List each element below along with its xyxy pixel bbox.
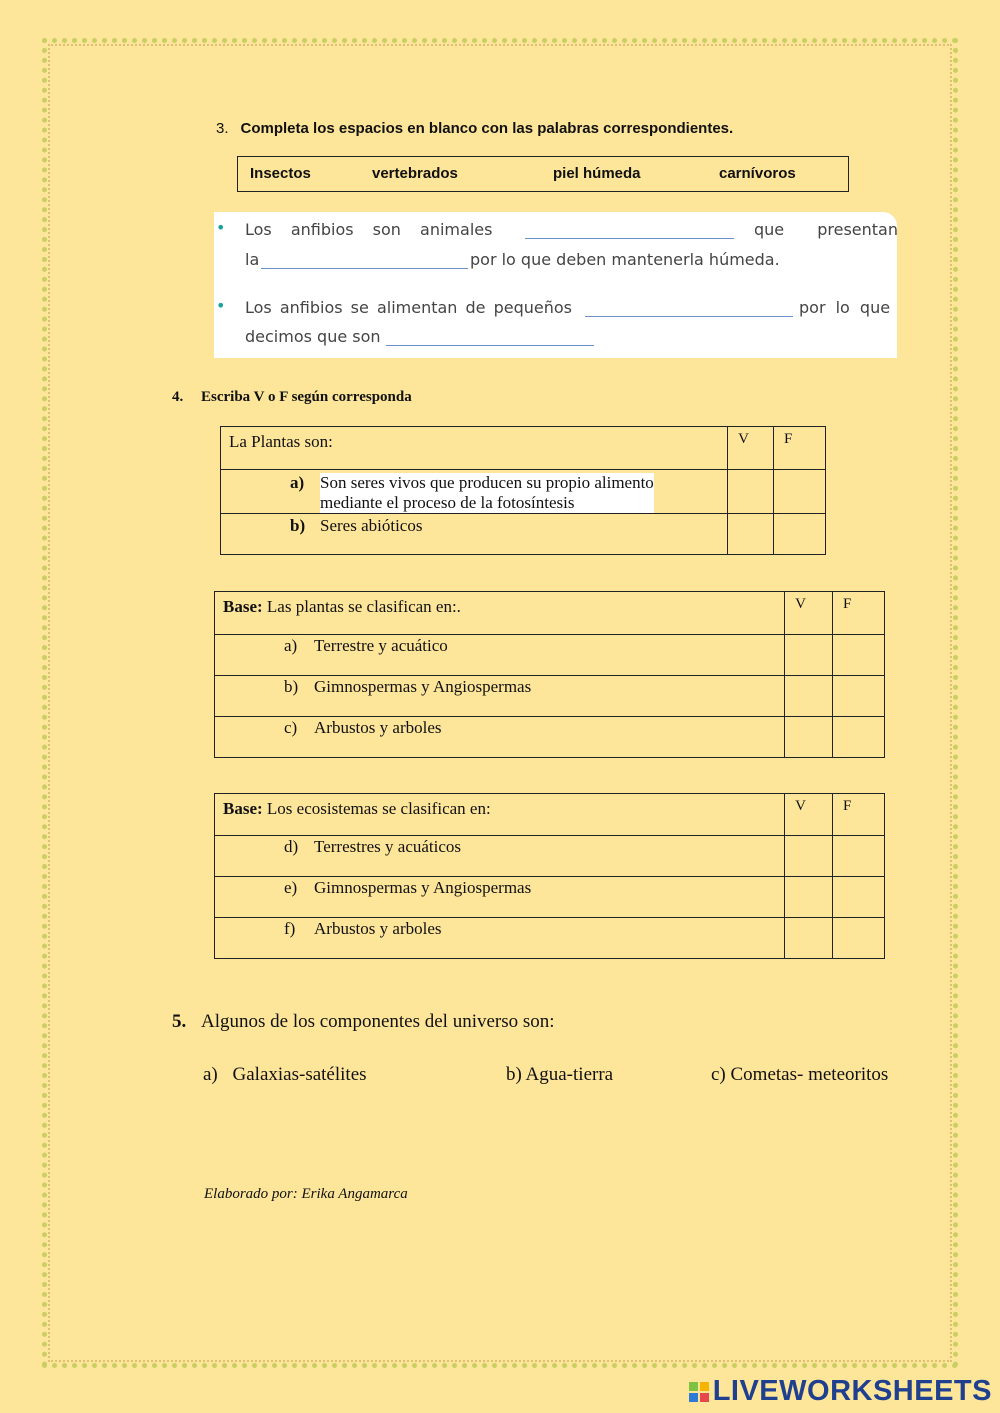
vf-table-plant-classification — [214, 591, 885, 758]
statement-b: Seres abióticos — [320, 516, 423, 535]
sentence-1-part-b: que presentan — [754, 220, 898, 239]
answer-v-cell[interactable] — [785, 836, 833, 877]
word-bank-item: vertebrados — [372, 165, 458, 182]
vf-table-ecosystems — [214, 793, 885, 959]
table-row: f) Arbustos y arboles — [215, 918, 785, 959]
ex5-title: Algunos de los componentes del universo son: — [201, 1011, 555, 1032]
table-row: e) Gimnospermas y Angiospermas — [215, 877, 785, 918]
blank-4[interactable] — [386, 345, 594, 346]
f-column-header: F — [833, 794, 885, 836]
f-column-header: F — [774, 427, 826, 470]
answer-v-cell[interactable] — [785, 918, 833, 959]
answer-f-cell[interactable] — [833, 836, 885, 877]
table-row: b) Seres abióticos — [221, 514, 728, 555]
answer-f-cell[interactable] — [833, 918, 885, 959]
answer-v-cell[interactable] — [785, 635, 833, 676]
sentence-1-part-c: la — [245, 250, 260, 269]
sentence-2-part-c: decimos que son — [245, 327, 381, 346]
ex3-heading — [216, 120, 733, 137]
table-row: c) Arbustos y arboles — [215, 717, 785, 758]
table-row: a) Terrestre y acuático — [215, 635, 785, 676]
table-header: Base: Las plantas se clasifican en:. — [215, 592, 785, 635]
answer-v-cell[interactable] — [728, 470, 774, 514]
table-header: La Plantas son: — [221, 427, 728, 470]
answer-f-cell[interactable] — [833, 676, 885, 717]
table-row: d) Terrestres y acuáticos — [215, 836, 785, 877]
statement-a: Son seres vivos que producen su propio alimento mediante el proceso de la fotosíntesis — [320, 473, 654, 512]
sentence-2-part-a: Los anfibios se alimentan de pequeños — [245, 298, 573, 317]
table-row: a) Son seres vivos que producen su propio alimento mediante el proceso de la fotosíntesis — [221, 470, 728, 514]
sentence-1-part-a: Los anfibios son animales — [245, 220, 493, 239]
answer-f-cell[interactable] — [833, 877, 885, 918]
answer-f-cell[interactable] — [833, 635, 885, 676]
answer-f-cell[interactable] — [774, 470, 826, 514]
option-c[interactable]: c) Cometas- meteoritos — [711, 1064, 889, 1085]
answer-v-cell[interactable] — [785, 877, 833, 918]
word-bank-item: carnívoros — [719, 165, 796, 182]
ex4-number: 4. — [172, 389, 184, 405]
answer-v-cell[interactable] — [728, 514, 774, 555]
answer-v-cell[interactable] — [785, 676, 833, 717]
author-credit: Elaborado por: Erika Angamarca — [204, 1186, 408, 1202]
table-row: b) Gimnospermas y Angiospermas — [215, 676, 785, 717]
ex5-heading — [172, 1011, 555, 1033]
blank-3[interactable] — [585, 316, 793, 317]
v-column-header: V — [785, 794, 833, 836]
sentence-1-part-d: por lo que deben mantenerla húmeda. — [470, 250, 780, 269]
option-a[interactable]: a) Galaxias-satélites — [203, 1064, 367, 1085]
v-column-header: V — [728, 427, 774, 470]
liveworksheets-logo: LIVEWORKSHEETS — [689, 1375, 992, 1408]
logo-icon — [689, 1382, 709, 1402]
v-column-header: V — [785, 592, 833, 635]
bullet-icon: • — [216, 296, 226, 315]
table-header: Base: Los ecosistemas se clasifican en: — [215, 794, 785, 836]
vf-table-plants — [220, 426, 826, 555]
fill-in-panel — [214, 212, 897, 358]
blank-1[interactable] — [525, 238, 734, 239]
sentence-2-part-b: por lo que — [799, 298, 891, 317]
word-bank-item: piel húmeda — [553, 165, 641, 182]
blank-2[interactable] — [261, 268, 468, 269]
answer-f-cell[interactable] — [833, 717, 885, 758]
f-column-header: F — [833, 592, 885, 635]
ex5-number: 5. — [172, 1011, 187, 1032]
ex3-number: 3. — [216, 120, 229, 137]
ex4-heading — [172, 389, 412, 406]
word-bank — [237, 156, 849, 192]
answer-v-cell[interactable] — [785, 717, 833, 758]
option-b[interactable]: b) Agua-tierra — [506, 1064, 614, 1085]
ex3-title: Completa los espacios en blanco con las palabras correspondientes. — [240, 120, 734, 137]
word-bank-item: Insectos — [250, 165, 311, 182]
answer-f-cell[interactable] — [774, 514, 826, 555]
bullet-icon: • — [216, 218, 226, 237]
ex4-title: Escriba V o F según corresponda — [201, 389, 412, 405]
